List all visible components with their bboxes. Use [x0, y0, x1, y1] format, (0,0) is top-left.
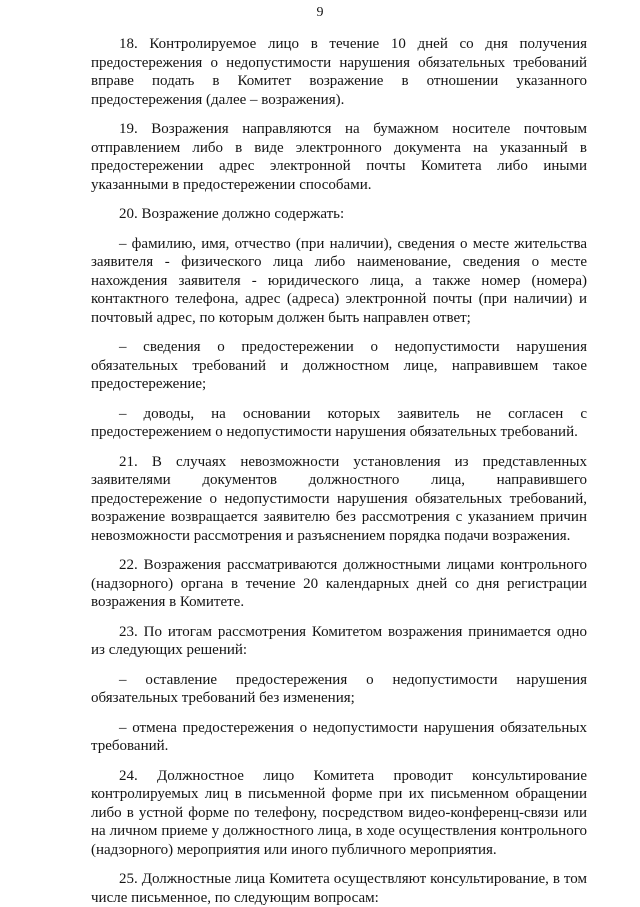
paragraph-23: 23. По итогам рассмотрения Комитетом возражения принимается одно из следующих решений: [91, 623, 587, 658]
list-item-leave-unchanged: – оставление предостережения о недопустимости нарушения обязательных требований без изменения; [91, 671, 587, 706]
paragraph-25: 25. Должностные лица Комитета осуществляют консультирование, в том числе письменное, по следующим вопросам: [91, 871, 587, 906]
document-body [91, 35, 587, 907]
paragraph-24: 24. Должностное лицо Комитета проводит консультирование контролируемых лиц в письменной форме при их письменном обращении либо в устной форме по телефону, посредством видео-конференц-связи или на личном приеме у должностного лица, в ходе осуществления контрольного (надзорного) мероприятия или иного публичного мероприятия. [91, 767, 587, 858]
list-item-cancel-warning: – отмена предостережения о недопустимости нарушения обязательных требований. [91, 719, 587, 754]
paragraph-19: 19. Возражения направляются на бумажном носителе почтовым отправлением либо в виде электронного документа на указанный в предостережении адрес электронной почты Комитета либо иными указанными в предостережении способами. [91, 121, 587, 193]
list-item-applicant-details: – фамилию, имя, отчество (при наличии), сведения о месте жительства заявителя - физического лица либо наименование, сведения о месте нахождения заявителя - юридического лица, а также номер (номера) контактного телефона, адрес (адреса) электронной почты (при наличии) и почтовый адрес, по которым должен быть направлен ответ; [91, 235, 587, 326]
list-item-warning-details: – сведения о предостережении о недопустимости нарушения обязательных требований и должностном лице, направившем такое предостережение; [91, 339, 587, 392]
list-item-arguments: – доводы, на основании которых заявитель не согласен с предостережением о недопустимости нарушения обязательных требований. [91, 405, 587, 440]
page-number: 9 [316, 5, 324, 20]
paragraph-22: 22. Возражения рассматриваются должностными лицами контрольного (надзорного) органа в течение 20 календарных дней со дня регистрации возражения в Комитете. [91, 557, 587, 610]
paragraph-18: 18. Контролируемое лицо в течение 10 дней со дня получения предостережения о недопустимости нарушения обязательных требований вправе подать в Комитет возражение в отношении указанного предостережения (далее – возражения). [91, 36, 587, 108]
paragraph-21: 21. В случаях невозможности установления из представленных заявителями документов должностного лица, направившего предостережение о недопустимости нарушения обязательных требований, возражение возвращается заявителю без рассмотрения с указанием причин невозможности рассмотрения и разъяснением порядка подачи возражения. [91, 453, 587, 544]
paragraph-20: 20. Возражение должно содержать: [119, 206, 345, 222]
